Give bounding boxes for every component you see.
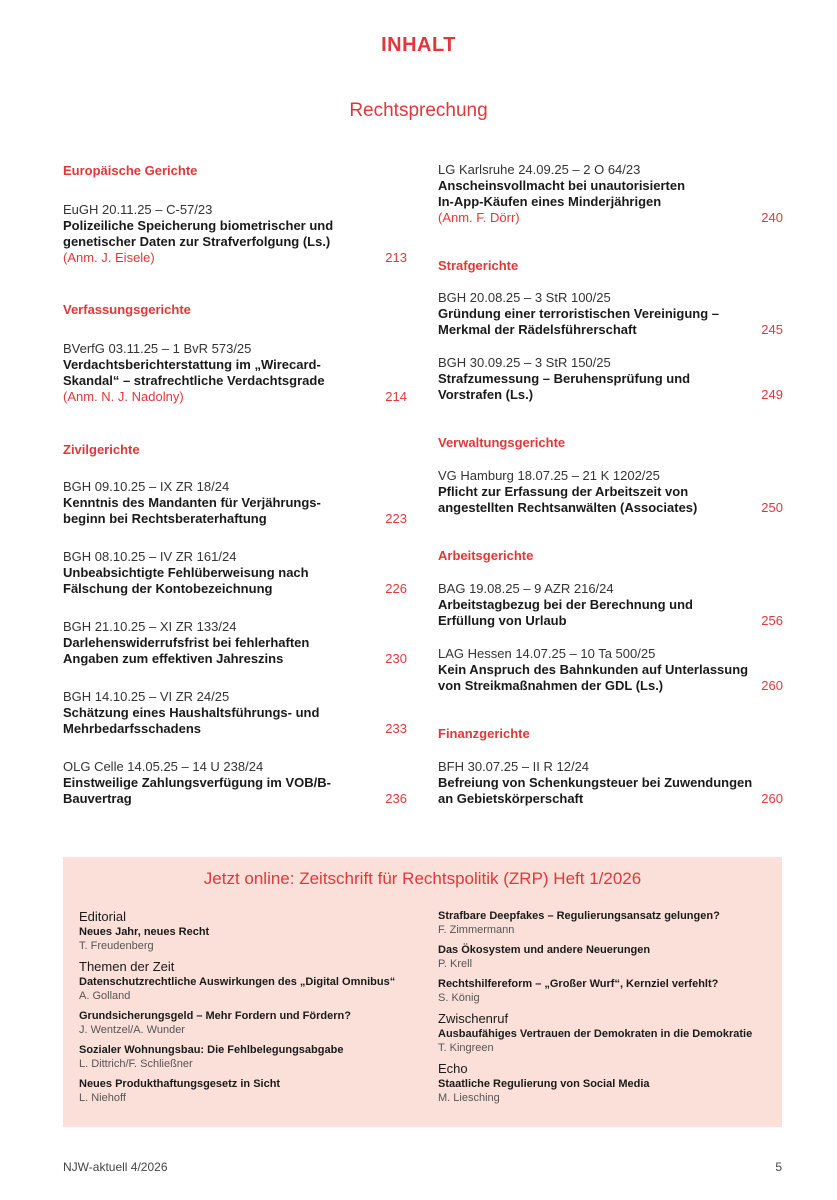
entry-title-line: Kein Anspruch des Bahnkunden auf Unterlassung <box>438 662 749 677</box>
toc-entry[interactable] <box>63 549 407 597</box>
toc-entry[interactable] <box>438 581 783 629</box>
section-heading-european-courts: Europäische Gerichte <box>63 163 198 178</box>
section-heading-constitutional-courts: Verfassungsgerichte <box>63 302 191 317</box>
entry-title-line: Pflicht zur Erfassung der Arbeitszeit von <box>438 484 689 499</box>
entry-title-line: Befreiung von Schenkungsteuer bei Zuwendungen <box>438 775 753 790</box>
zrp-article[interactable] <box>438 1077 778 1105</box>
case-reference: BFH 30.07.25 – II R 12/24 <box>438 759 590 774</box>
toc-entry[interactable] <box>438 355 783 403</box>
page-number: 233 <box>385 721 407 736</box>
entry-title-line: Vorstrafen (Ls.) <box>438 387 534 402</box>
zrp-article-author: S. König <box>438 992 480 1004</box>
entry-title-line: Bauvertrag <box>63 791 132 806</box>
entry-title-line: Mehrbedarfsschadens <box>63 721 201 736</box>
zrp-article[interactable] <box>438 909 778 937</box>
zrp-article-title: Neues Produkthaftungsgesetz in Sicht <box>79 1078 281 1090</box>
zrp-category: Editorial <box>79 909 126 924</box>
page-title: INHALT <box>381 34 456 56</box>
zrp-article-title: Strafbare Deepfakes – Regulierungsansatz gelungen? <box>438 910 720 922</box>
entry-title-line: genetischer Daten zur Strafverfolgung (Ls.) <box>63 234 331 249</box>
zrp-column-left <box>79 909 424 1111</box>
entry-title-line: Erfüllung von Urlaub <box>438 613 567 628</box>
case-reference: OLG Celle 14.05.25 – 14 U 238/24 <box>63 759 264 774</box>
entry-title-line: Skandal“ – strafrechtliche Verdachtsgrade <box>63 373 325 388</box>
case-reference: BGH 08.10.25 – IV ZR 161/24 <box>63 549 237 564</box>
case-reference: VG Hamburg 18.07.25 – 21 K 1202/25 <box>438 468 660 483</box>
section-heading-administrative-courts: Verwaltungsgerichte <box>438 435 566 450</box>
page-number: 214 <box>385 389 407 404</box>
zrp-article-title: Rechtshilfereform – „Großer Wurf“, Kernziel verfehlt? <box>438 978 719 990</box>
page-number: 240 <box>761 210 783 225</box>
toc-entry[interactable] <box>63 202 407 266</box>
page-number: 250 <box>761 500 783 515</box>
zrp-article[interactable] <box>79 925 424 953</box>
zrp-article-author: L. Niehoff <box>79 1092 126 1104</box>
page-number: 223 <box>385 511 407 526</box>
entry-title-line: angestellten Rechtsanwälten (Associates) <box>438 500 698 515</box>
zrp-column-right <box>438 909 778 1111</box>
toc-entry[interactable] <box>438 162 783 226</box>
zrp-article-author: A. Golland <box>79 990 131 1002</box>
case-reference: BGH 09.10.25 – IX ZR 18/24 <box>63 479 230 494</box>
zrp-article[interactable] <box>79 1077 424 1105</box>
zrp-article[interactable] <box>438 1027 778 1055</box>
zrp-article[interactable] <box>438 977 778 1005</box>
case-reference: BGH 20.08.25 – 3 StR 100/25 <box>438 290 611 305</box>
entry-title-line: Arbeitstagbezug bei der Berechnung und <box>438 597 693 612</box>
toc-entry[interactable] <box>438 468 783 516</box>
page-number: 245 <box>761 322 783 337</box>
zrp-article-title: Sozialer Wohnungsbau: Die Fehlbelegungsabgabe <box>79 1044 344 1056</box>
page-number: 236 <box>385 791 407 806</box>
case-reference: BAG 19.08.25 – 9 AZR 216/24 <box>438 581 614 596</box>
zrp-category: Themen der Zeit <box>79 959 175 974</box>
case-reference: BGH 21.10.25 – XI ZR 133/24 <box>63 619 237 634</box>
toc-entry[interactable] <box>63 619 407 667</box>
zrp-article-title: Grundsicherungsgeld – Mehr Fordern und Fördern? <box>79 1010 351 1022</box>
toc-entry[interactable] <box>63 341 407 405</box>
zrp-article-title: Ausbaufähiges Vertrauen der Demokraten in die Demokratie <box>438 1028 753 1040</box>
case-reference: LAG Hessen 14.07.25 – 10 Ta 500/25 <box>438 646 656 661</box>
entry-title-line: von Streikmaßnahmen der GDL (Ls.) <box>438 678 664 693</box>
page-number: 213 <box>385 250 407 265</box>
zrp-category: Echo <box>438 1061 468 1076</box>
toc-entry[interactable] <box>438 290 783 338</box>
zrp-article-title: Neues Jahr, neues Recht <box>79 926 210 938</box>
case-reference: EuGH 20.11.25 – C-57/23 <box>63 202 213 217</box>
entry-title-line: Gründung einer terroristischen Vereinigung – <box>438 306 719 321</box>
toc-entry[interactable] <box>63 689 407 737</box>
section-heading-civil-courts: Zivilgerichte <box>63 442 140 457</box>
page-number: 260 <box>761 791 783 806</box>
zrp-article-author: P. Krell <box>438 958 473 970</box>
annotation-author: (Anm. F. Dörr) <box>438 210 520 225</box>
zrp-article-author: T. Freudenberg <box>79 940 154 952</box>
entry-title-line: Verdachtsberichterstattung im „Wirecard- <box>63 357 321 372</box>
case-reference: BGH 14.10.25 – VI ZR 24/25 <box>63 689 230 704</box>
annotation-author: (Anm. N. J. Nadolny) <box>63 389 184 404</box>
zrp-promo-box[interactable] <box>63 857 782 1127</box>
zrp-article[interactable] <box>438 943 778 971</box>
zrp-article[interactable] <box>79 975 424 1003</box>
page-number: 230 <box>385 651 407 666</box>
case-reference: BVerfG 03.11.25 – 1 BvR 573/25 <box>63 341 252 356</box>
zrp-heading[interactable]: Jetzt online: Zeitschrift für Rechtspolitik (ZRP) Heft 1/2026 <box>203 869 642 888</box>
toc-entry[interactable] <box>438 646 783 694</box>
zrp-article-author: L. Dittrich/F. Schließner <box>79 1058 193 1070</box>
toc-entry[interactable] <box>438 759 783 807</box>
footer-publication: NJW-aktuell 4/2026 <box>63 1160 168 1174</box>
entry-title-line: beginn bei Rechtsberaterhaftung <box>63 511 267 526</box>
zrp-article-title: Staatliche Regulierung von Social Media <box>438 1078 650 1090</box>
zrp-article-author: J. Wentzel/A. Wunder <box>79 1024 185 1036</box>
page-number: 226 <box>385 581 407 596</box>
entry-title-line: Anscheinsvollmacht bei unautorisierten <box>438 178 686 193</box>
zrp-category: Zwischenruf <box>438 1011 509 1026</box>
entry-title-line: Kenntnis des Mandanten für Verjährungs- <box>63 495 321 510</box>
zrp-article-author: F. Zimmermann <box>438 924 515 936</box>
case-reference: BGH 30.09.25 – 3 StR 150/25 <box>438 355 611 370</box>
entry-title-line: Polizeiliche Speicherung biometrischer und <box>63 218 334 233</box>
case-reference: LG Karlsruhe 24.09.25 – 2 O 64/23 <box>438 162 641 177</box>
entry-title-line: Angaben zum effektiven Jahreszins <box>63 651 284 666</box>
zrp-article-title: Das Ökosystem und andere Neuerungen <box>438 944 651 956</box>
zrp-article-title: Datenschutzrechtliche Auswirkungen des „Digital Omnibus“ <box>79 976 396 988</box>
section-heading-finance-courts: Finanzgerichte <box>438 726 530 741</box>
section-title: Rechtsprechung <box>349 100 488 121</box>
toc-entry[interactable] <box>63 759 407 807</box>
entry-title-line: Schätzung eines Haushaltsführungs- und <box>63 705 320 720</box>
entry-title-line: Darlehenswiderrufsfrist bei fehlerhaften <box>63 635 310 650</box>
zrp-article[interactable] <box>79 1043 424 1071</box>
zrp-article-author: M. Liesching <box>438 1092 500 1104</box>
entry-title-line: Unbeabsichtigte Fehlüberweisung nach <box>63 565 309 580</box>
entry-title-line: Strafzumessung – Beruhensprüfung und <box>438 371 691 386</box>
section-heading-criminal-courts: Strafgerichte <box>438 258 519 273</box>
page-number: 249 <box>761 387 783 402</box>
entry-title-line: In-App-Käufen eines Minderjährigen <box>438 194 662 209</box>
page-number: 256 <box>761 613 783 628</box>
entry-title-line: Merkmal der Rädelsführerschaft <box>438 322 637 337</box>
page-number: 260 <box>761 678 783 693</box>
annotation-author: (Anm. J. Eisele) <box>63 250 155 265</box>
entry-title-line: Fälschung der Kontobezeichnung <box>63 581 273 596</box>
footer-page-number: 5 <box>775 1160 782 1174</box>
zrp-article-author: T. Kingreen <box>438 1042 494 1054</box>
zrp-article[interactable] <box>79 1009 424 1037</box>
toc-entry[interactable] <box>63 479 407 527</box>
entry-title-line: Einstweilige Zahlungsverfügung im VOB/B- <box>63 775 331 790</box>
entry-title-line: an Gebietskörperschaft <box>438 791 584 806</box>
section-heading-labor-courts: Arbeitsgerichte <box>438 548 534 563</box>
